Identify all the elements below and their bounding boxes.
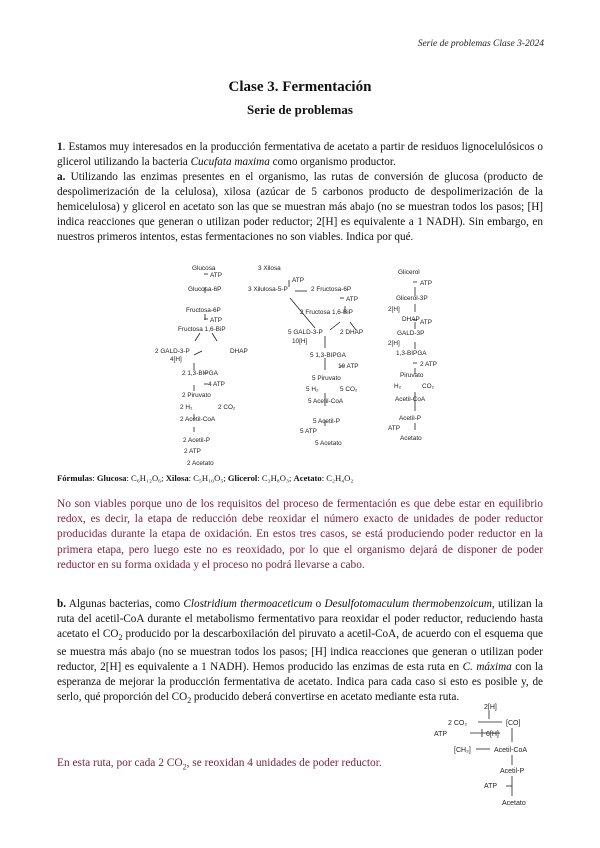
svg-text:5 Acetato: 5 Acetato — [315, 440, 342, 447]
glucose-label: Glucosa — [192, 265, 216, 272]
svg-text:Acetil-CoA: Acetil-CoA — [395, 396, 426, 403]
svg-text:5 1,3-BIPGA: 5 1,3-BIPGA — [310, 352, 346, 359]
svg-text:5 Acetil-CoA: 5 Acetil-CoA — [308, 398, 344, 405]
svg-text:2 GALD-3-P: 2 GALD-3-P — [155, 348, 190, 355]
svg-text:2 H₂: 2 H₂ — [180, 404, 193, 411]
problem-number: 1 — [57, 141, 63, 153]
svg-text:2 Fructosa-6P: 2 Fructosa-6P — [311, 286, 352, 293]
svg-text:Piruvato: Piruvato — [400, 372, 424, 379]
svg-text:5 Piruvato: 5 Piruvato — [312, 375, 341, 382]
svg-text:10 ATP: 10 ATP — [338, 363, 359, 370]
svg-text:2 ATP: 2 ATP — [184, 448, 201, 455]
svg-text:[CH₃]: [CH₃] — [454, 747, 471, 754]
svg-text:Acetil-P: Acetil-P — [500, 768, 525, 775]
svg-text:2 CO₂: 2 CO₂ — [218, 404, 236, 411]
part-a-label: a. — [57, 171, 66, 183]
page-subtitle: Serie de problemas — [247, 102, 353, 117]
svg-text:2 Acetato: 2 Acetato — [187, 460, 214, 467]
svg-text:CO₂: CO₂ — [422, 383, 435, 390]
problem-b-statement: b. Algunas bacterias, como Clostridium thermoaceticum o Desulfotomaculum thermobenzoicum, utilizan la ruta del acetil-CoA durante el metabolismo fermentativo para reoxidar el poder reductor, reduciendo hasta acetato el $CO_2$ producido por la descarboxilación del piruvato a acetil-CoA, de acuerdo con el esquema que se muestra más abajo (no se muestran todos los pasos; [H] indica reacciones que generan o utilizan poder reductor, 2[H] es equivalente a 1 NADH). Hemos producido las enzimas de esta ruta en C. máxima con la esperanza de mejorar la producción fermentativa de acetato. Indica para cada caso si esto es posible y, de serlo, qué proporción del $CO_2$ producido deberá convertirse en acetato mediante esta ruta. — [57, 598, 543, 706]
svg-text:2 Acetil-P: 2 Acetil-P — [183, 437, 210, 444]
acetyl-coa-pathway-diagram — [420, 700, 550, 810]
svg-text:Fructosa-6P: Fructosa-6P — [186, 307, 221, 314]
svg-text:5 CO₂: 5 CO₂ — [340, 386, 358, 393]
fermentation-pathways-diagram — [150, 260, 450, 470]
svg-text:5 H₂: 5 H₂ — [306, 386, 319, 393]
answer-a: No son viables porque uno de los requisitos del proceso de fermentación es que debe estar en equilibrio redox, es decir, la etapa de reducción debe reoxidar el número exacto de unidades de poder reductor producidas durante la etapa de oxidación. En estos tres casos, se está produciendo poder reductor en la primera etapa, pero luego este no es reoxidado, por lo que el organismo dejará de disponer de poder reductor en su forma oxidada y el proceso no podrá llevarse a cabo. — [57, 498, 543, 571]
svg-text:ATP: ATP — [346, 296, 358, 303]
molecular-formulas: Fórmulas: Glucosa: C₆H₁₂O₆; Xilosa: C₅H₁₀O₅; Glicerol: C₃H₈O₃; Acetato: C₂H₄O₂ — [57, 473, 354, 483]
svg-text:ATP: ATP — [210, 272, 222, 279]
answer-b: En esta ruta, por cada 2 $CO_2$, se reoxidan 4 unidades de poder reductor. — [57, 757, 382, 772]
svg-text:ATP: ATP — [292, 277, 304, 284]
svg-text:10[H]: 10[H] — [292, 338, 308, 345]
svg-text:2 Acetil-CoA: 2 Acetil-CoA — [180, 416, 216, 423]
page-title: Clase 3. Fermentación — [228, 79, 372, 95]
svg-text:2[H]: 2[H] — [484, 704, 497, 711]
svg-text:GALD-3P: GALD-3P — [397, 330, 425, 337]
svg-text:Acetil-P: Acetil-P — [399, 415, 422, 422]
svg-text:5 GALD-3-P: 5 GALD-3-P — [288, 329, 323, 336]
svg-text:2 Fructosa 1,6-BiP: 2 Fructosa 1,6-BiP — [300, 309, 353, 316]
svg-text:ATP: ATP — [420, 319, 432, 326]
xylose-label: 3 Xilosa — [258, 265, 281, 272]
svg-text:DHAP: DHAP — [230, 348, 248, 355]
svg-text:Glicerol-3P: Glicerol-3P — [396, 295, 428, 302]
svg-text:ATP: ATP — [434, 731, 448, 738]
svg-text:Acetil-CoA: Acetil-CoA — [494, 747, 528, 754]
svg-text:2 CO₂: 2 CO₂ — [448, 720, 468, 727]
svg-text:2 Piruvato: 2 Piruvato — [182, 392, 211, 399]
svg-text:5 ATP: 5 ATP — [300, 428, 317, 435]
svg-text:[CO]: [CO] — [506, 720, 521, 727]
svg-text:DHAP: DHAP — [402, 316, 420, 323]
svg-text:2 ATP: 2 ATP — [420, 361, 437, 368]
svg-text:6[H]: 6[H] — [486, 731, 499, 738]
svg-text:ATP: ATP — [420, 280, 432, 287]
part-b-label: b. — [57, 598, 67, 610]
svg-text:2 1,3-BIPGA: 2 1,3-BIPGA — [182, 370, 218, 377]
svg-text:3 Xilulosa-5-P: 3 Xilulosa-5-P — [248, 286, 288, 293]
svg-text:4 ATP: 4 ATP — [208, 381, 225, 388]
svg-text:Acetato: Acetato — [400, 435, 422, 442]
organism-name: Cucufata maxima — [190, 156, 270, 168]
svg-text:2[H]: 2[H] — [388, 340, 400, 347]
page-header: Serie de problemas Clase 3-2024 — [417, 39, 544, 49]
svg-text:Glucosa-6P: Glucosa-6P — [188, 286, 222, 293]
glycerol-label: Glicerol — [398, 269, 420, 276]
svg-text:Fructosa 1,6-BiP: Fructosa 1,6-BiP — [178, 326, 226, 333]
svg-text:H₂: H₂ — [394, 383, 402, 390]
svg-text:4[H]: 4[H] — [170, 356, 182, 363]
svg-text:1,3-BIPGA: 1,3-BIPGA — [396, 350, 427, 357]
svg-text:5 Acetil-P: 5 Acetil-P — [313, 418, 340, 425]
svg-text:ATP: ATP — [210, 317, 222, 324]
svg-text:2 DHAP: 2 DHAP — [340, 329, 364, 336]
problem-1-intro: 1. Estamos muy interesados en la producción fermentativa de acetato a partir de residuos lignocelulósicos o glicerol utilizando la bacteria Cucufata maxima como organismo productor. — [57, 141, 543, 168]
problem-a-statement: a. Utilizando las enzimas presentes en el organismo, las rutas de conversión de glucosa (producto de despolimerización de la celulosa), xilosa (azúcar de 5 carbonos producto de despolimerización de la hemicelulosa) y glicerol en acetato son las que se muestran más abajo (no se muestran todos los pasos; [H] indica reacciones que generan o utilizan poder reductor; 2[H] es equivalente a 1 NADH). Sin embargo, en nuestros primeros intentos, estas fermentaciones no son viables. Indica por qué. — [57, 171, 543, 243]
svg-text:2[H]: 2[H] — [388, 306, 400, 313]
svg-text:ATP: ATP — [388, 425, 400, 432]
svg-text:ATP: ATP — [484, 783, 498, 790]
svg-text:Acetato: Acetato — [502, 800, 526, 807]
